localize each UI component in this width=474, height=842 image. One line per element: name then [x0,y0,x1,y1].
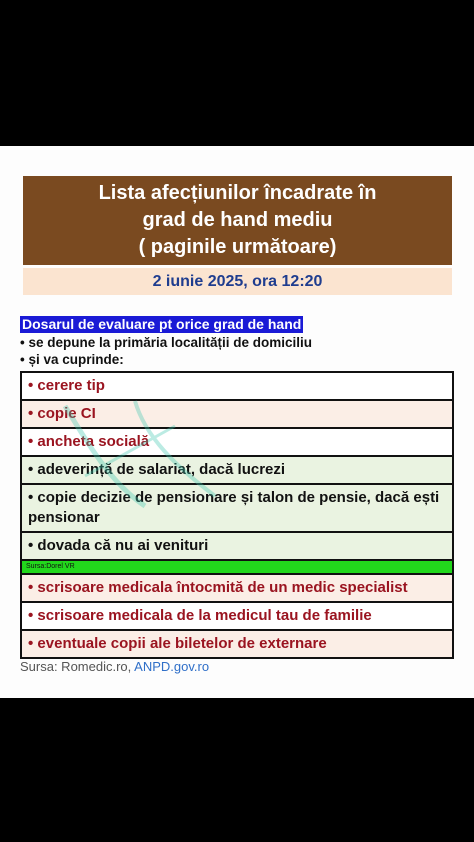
list-item: • eventuale copii ale biletelor de externare [22,631,452,657]
source-label: Sursa: Romedic.ro, [20,659,135,674]
list-item: • adeverință de salariat, dacă lucrezi [22,457,452,485]
dosar-heading: Dosarul de evaluare pt orice grad de hand [22,316,302,332]
list-item: • cerere tip [22,373,452,401]
infographic-card [0,146,474,698]
document-list [20,371,454,659]
source-line [20,659,209,674]
intro-line-1: • se depune la primăria localității de domiciliu [20,335,313,350]
list-item: • ancheta socială [22,429,452,457]
title-line-3: ( paginile următoare) [138,236,337,258]
list-item: • dovada că nu ai venituri [22,533,452,561]
source-link[interactable]: ANPD.gov.ro [134,659,210,674]
list-item: • copie CI [22,401,452,429]
list-item: • scrisoare medicala întocmită de un medic specialist [22,575,452,603]
list-item: • copie decizie de pensionare și talon de pensie, dacă ești pensionar [22,485,452,533]
date-banner: 2 iunie 2025, ora 12:20 [23,268,452,295]
source-strip: Sursa:Dorel VR [22,561,452,575]
title-banner [23,176,452,265]
title-line-1: Lista afecțiunilor încadrate în [98,182,377,204]
title-line-2: grad de hand mediu [142,209,333,231]
intro-line-2: • și va cuprinde: [20,352,124,367]
list-item: • scrisoare medicala de la medicul tau de familie [22,603,452,631]
